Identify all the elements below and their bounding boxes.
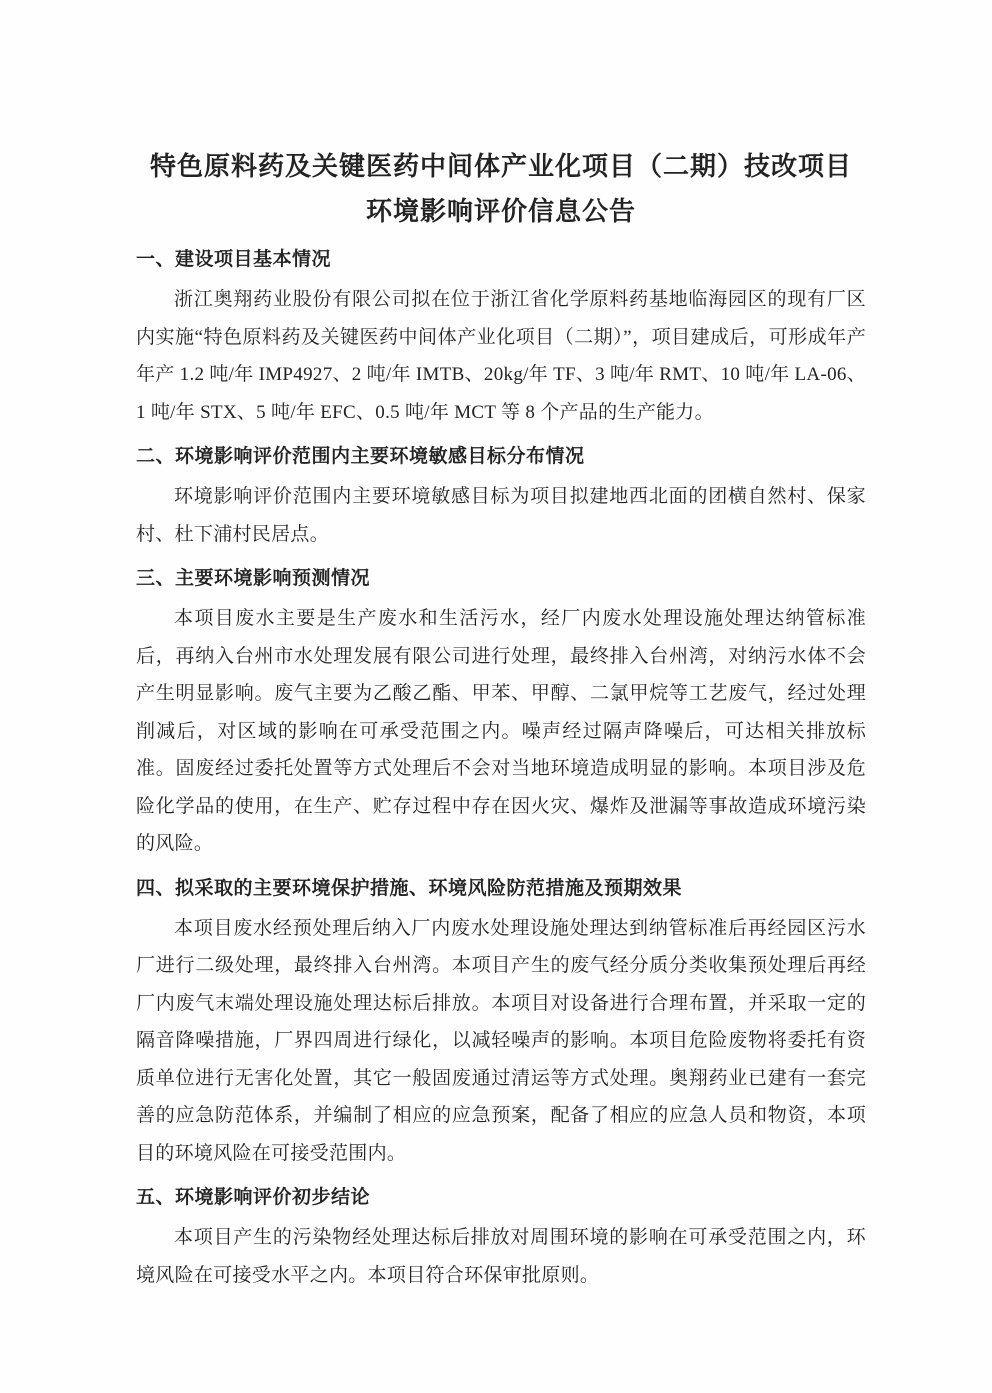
section-protection-measures <box>136 870 866 1173</box>
section-sensitive-targets-heading: 二、环境影响评价范围内主要环境敏感目标分布情况 <box>136 446 585 467</box>
title-line-1: 特色原料药及关键医药中间体产业化项目（二期）技改项目 <box>149 152 852 181</box>
section-impact-prediction-heading: 三、主要环境影响预测情况 <box>136 568 371 589</box>
section-sensitive-targets <box>136 438 866 553</box>
section-sensitive-targets-paragraph: 环境影响评价范围内主要环境敏感目标为项目拟建地西北面的团横自然村、保家村、杜下浦村民居点。 <box>136 486 866 545</box>
section-basic-info-heading: 一、建设项目基本情况 <box>136 249 332 270</box>
section-basic-info-paragraph: 浙江奥翔药业股份有限公司拟在位于浙江省化学原料药基地临海园区的现有厂区内实施“特色原料药及关键医药中间体产业化项目（二期）”，项目建成后，可形成年产年产 1.2 吨/年 IMP4927、2 吨/年 IMTB、20kg/年 TF、3 吨/年 RMT、10 吨/年 LA-06、1 吨/年 STX、5 吨/年 EFC、0.5 吨/年 MCT 等 8 个产品的生产能力。 <box>136 289 866 423</box>
section-preliminary-conclusion-heading: 五、环境影响评价初步结论 <box>136 1187 371 1208</box>
section-protection-measures-heading: 四、拟采取的主要环境保护措施、环境风险防范措施及预期效果 <box>136 877 683 899</box>
section-basic-info <box>136 241 866 431</box>
section-preliminary-conclusion <box>136 1179 866 1294</box>
title-line-2: 环境影响评价信息公告 <box>365 197 636 226</box>
section-impact-prediction-paragraph: 本项目废水主要是生产废水和生活污水，经厂内废水处理设施处理达纳管标准后，再纳入台州市水处理发展有限公司进行处理，最终排入台州湾，对纳污水体不会产生明显影响。废气主要为乙酸乙酯、甲苯、甲醇、二氯甲烷等工艺废气，经过处理削减后，对区域的影响在可承受范围之内。噪声经过隔声降噪后，可达相关排放标准。固废经过委托处置等方式处理后不会对当地环境造成明显的影响。本项目涉及危险化学品的使用，在生产、贮存过程中存在因火灾、爆炸及泄漏等事故造成环境污染的风险。 <box>136 608 866 854</box>
section-preliminary-conclusion-paragraph: 本项目产生的污染物经处理达标后排放对周围环境的影响在可承受范围之内，环境风险在可接受水平之内。本项目符合环保审批原则。 <box>136 1227 866 1286</box>
document-title <box>136 144 866 234</box>
document-content <box>136 144 866 1294</box>
section-protection-measures-paragraph: 本项目废水经预处理后纳入厂内废水处理设施处理达到纳管标准后再经园区污水厂进行二级处理，最终排入台州湾。本项目产生的废气经分质分类收集预处理后再经厂内废气末端处理设施处理达标后排放。本项目对设备进行合理布置，并采取一定的隔音降噪措施，厂界四周进行绿化，以减轻噪声的影响。本项目危险废物将委托有资质单位进行无害化处置，其它一般固废通过清运等方式处理。奥翔药业已建有一套完善的应急防范体系，并编制了相应的应急预案，配备了相应的应急人员和物资，本项目的环境风险在可接受范围内。 <box>136 917 866 1164</box>
section-impact-prediction <box>136 560 866 863</box>
